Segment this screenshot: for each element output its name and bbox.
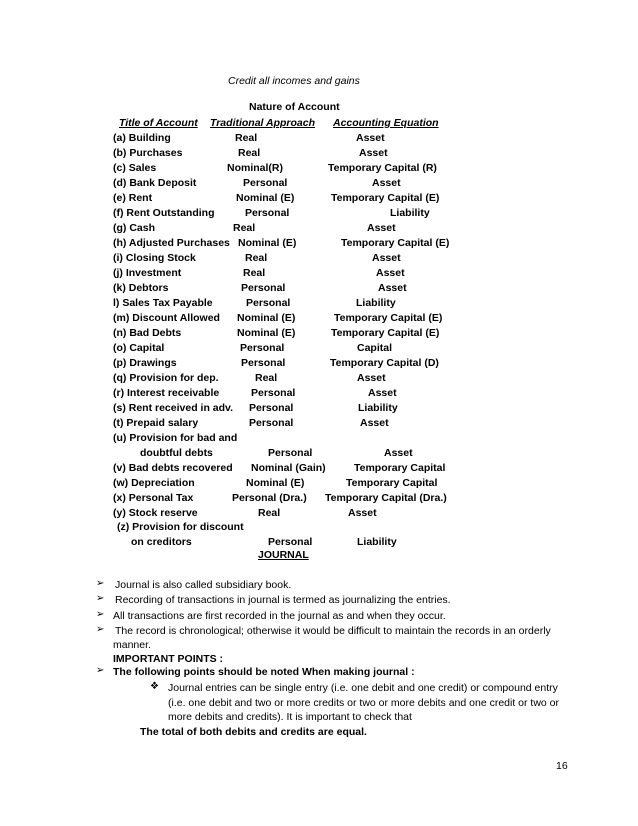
arrow-bullet-icon: ➢: [96, 624, 105, 635]
account-title-cell: (n) Bad Debts: [113, 327, 182, 339]
journal-bullet: The record is chronological; otherwise it would be difficult to maintain the records in an orderly: [115, 625, 551, 637]
header-accounting-equation: Accounting Equation: [333, 117, 439, 129]
page-number: 16: [556, 760, 568, 772]
accounting-equation-cell: Asset: [357, 372, 386, 384]
accounting-equation-cell: Asset: [376, 267, 405, 279]
sub-bullet-line: Journal entries can be single entry (i.e. one debit and one credit) or compound entry: [168, 682, 558, 694]
account-title-cell: (i) Closing Stock: [113, 252, 196, 264]
account-title-cell: (s) Rent received in adv.: [113, 402, 234, 414]
account-title-cell: doubtful debts: [140, 447, 213, 459]
accounting-equation-cell: Asset: [368, 387, 397, 399]
account-title-cell: (w) Depreciation: [113, 477, 195, 489]
accounting-equation-cell: Asset: [372, 252, 401, 264]
traditional-approach-cell: Nominal (E): [236, 192, 295, 204]
account-title-cell: (a) Building: [113, 132, 171, 144]
accounting-equation-cell: Liability: [356, 297, 396, 309]
accounting-equation-cell: Temporary Capital (E): [331, 192, 440, 204]
accounting-equation-cell: Asset: [360, 417, 389, 429]
arrow-bullet-icon: ➢: [96, 578, 105, 589]
accounting-equation-cell: Liability: [357, 536, 397, 548]
journal-bullet: Journal is also called subsidiary book.: [115, 579, 292, 591]
traditional-approach-cell: Nominal (Gain): [251, 462, 326, 474]
accounting-equation-cell: Temporary Capital (D): [330, 357, 439, 369]
account-title-cell: (q) Provision for dep.: [113, 372, 219, 384]
journal-heading: JOURNAL: [258, 549, 309, 561]
diamond-bullet-icon: ❖: [150, 681, 159, 692]
accounting-equation-cell: Temporary Capital (R): [328, 162, 437, 174]
accounting-equation-cell: Liability: [358, 402, 398, 414]
accounting-equation-cell: Asset: [378, 282, 407, 294]
traditional-approach-cell: Personal: [268, 536, 313, 548]
accounting-equation-cell: Temporary Capital (E): [331, 327, 440, 339]
account-title-cell: (b) Purchases: [113, 147, 183, 159]
total-line: The total of both debits and credits are equal.: [140, 726, 367, 738]
traditional-approach-cell: Real: [258, 507, 281, 519]
traditional-approach-cell: Personal: [241, 282, 286, 294]
accounting-equation-cell: Temporary Capital (E): [334, 312, 443, 324]
traditional-approach-cell: Real: [233, 222, 256, 234]
traditional-approach-cell: Nominal (E): [237, 312, 296, 324]
traditional-approach-cell: Real: [238, 147, 261, 159]
arrow-bullet-icon: ➢: [96, 665, 105, 676]
accounting-equation-cell: Temporary Capital: [346, 477, 438, 489]
account-title-cell: (r) Interest receivable: [113, 387, 220, 399]
traditional-approach-cell: Personal: [240, 342, 285, 354]
arrow-bullet-icon: ➢: [96, 593, 105, 604]
accounting-equation-cell: Temporary Capital (Dra.): [325, 492, 447, 504]
account-title-cell: (v) Bad debts recovered: [113, 462, 233, 474]
account-title-cell: (p) Drawings: [113, 357, 177, 369]
journal-bullet: Recording of transactions in journal is termed as journalizing the entries.: [115, 594, 451, 606]
traditional-approach-cell: Personal (Dra.): [232, 492, 307, 504]
account-title-cell: (t) Prepaid salary: [113, 417, 199, 429]
accounting-equation-cell: Liability: [390, 207, 430, 219]
header-traditional-approach: Traditional Approach: [210, 117, 316, 129]
traditional-approach-cell: Nominal(R): [227, 162, 283, 174]
accounting-equation-cell: Temporary Capital (E): [341, 237, 450, 249]
traditional-approach-cell: Real: [255, 372, 278, 384]
traditional-approach-cell: Nominal (E): [246, 477, 305, 489]
account-title-cell: (z) Provision for discount: [117, 521, 244, 533]
traditional-approach-cell: Nominal (E): [237, 327, 296, 339]
account-title-cell: on creditors: [131, 536, 192, 548]
account-title-cell: l) Sales Tax Payable: [113, 297, 213, 309]
account-title-cell: (f) Rent Outstanding: [113, 207, 215, 219]
account-title-cell: (j) Investment: [113, 267, 182, 279]
traditional-approach-cell: Personal: [243, 177, 288, 189]
accounting-equation-cell: Temporary Capital: [354, 462, 446, 474]
accounting-equation-cell: Capital: [357, 342, 393, 354]
traditional-approach-cell: Personal: [249, 417, 294, 429]
important-bullet: The following points should be noted When making journal :: [113, 666, 415, 678]
account-title-cell: (c) Sales: [113, 162, 157, 174]
account-title-cell: (y) Stock reserve: [113, 507, 198, 519]
account-title-cell: (h) Adjusted Purchases: [113, 237, 230, 249]
journal-bullet: All transactions are first recorded in the journal as and when they occur.: [113, 610, 446, 622]
header-title-of-account: Title of Account: [119, 117, 198, 129]
traditional-approach-cell: Nominal (E): [238, 237, 297, 249]
traditional-approach-cell: Real: [235, 132, 258, 144]
traditional-approach-cell: Personal: [249, 402, 294, 414]
traditional-approach-cell: Personal: [251, 387, 296, 399]
traditional-approach-cell: Real: [243, 267, 266, 279]
traditional-approach-cell: Personal: [241, 357, 286, 369]
account-title-cell: (e) Rent: [113, 192, 153, 204]
journal-bullet-continuation: manner.: [113, 639, 151, 651]
accounting-equation-cell: Asset: [348, 507, 377, 519]
account-title-cell: (x) Personal Tax: [113, 492, 194, 504]
accounting-equation-cell: Asset: [372, 177, 401, 189]
account-title-cell: (o) Capital: [113, 342, 165, 354]
important-points-heading: IMPORTANT POINTS :: [113, 653, 224, 665]
accounting-equation-cell: Asset: [367, 222, 396, 234]
nature-of-account-heading: Nature of Account: [249, 101, 340, 113]
traditional-approach-cell: Personal: [245, 207, 290, 219]
traditional-approach-cell: Personal: [268, 447, 313, 459]
traditional-approach-cell: Personal: [246, 297, 291, 309]
accounting-equation-cell: Asset: [356, 132, 385, 144]
account-title-cell: (m) Discount Allowed: [113, 312, 220, 324]
account-title-cell: (k) Debtors: [113, 282, 169, 294]
account-title-cell: (g) Cash: [113, 222, 155, 234]
top-note: Credit all incomes and gains: [228, 75, 360, 87]
accounting-equation-cell: Asset: [359, 147, 388, 159]
account-title-cell: (d) Bank Deposit: [113, 177, 197, 189]
arrow-bullet-icon: ➢: [96, 609, 105, 620]
sub-bullet-line: (i.e. one debit and two or more credits or two or more debits and one credit or two or: [168, 697, 560, 709]
account-title-cell: (u) Provision for bad and: [113, 432, 238, 444]
traditional-approach-cell: Real: [245, 252, 268, 264]
accounting-equation-cell: Asset: [384, 447, 413, 459]
sub-bullet-line: more debits and credits). It is important to check that: [168, 711, 412, 723]
